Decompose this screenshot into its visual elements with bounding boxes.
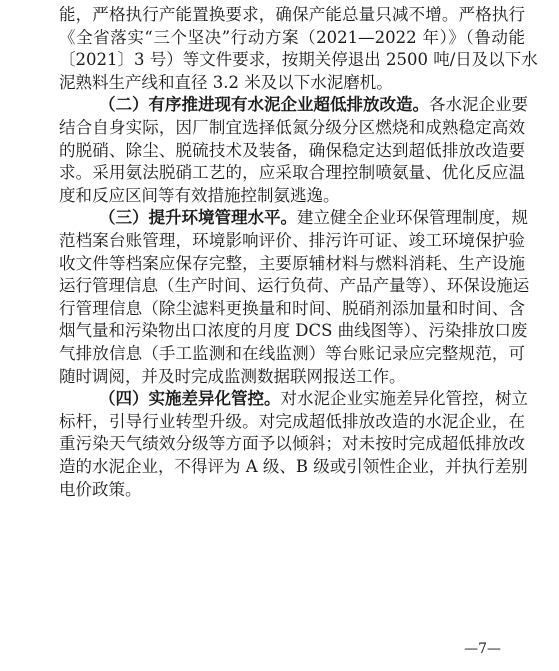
body-text-line: 《全省落实“三个坚决”行动方案（2021—2022 年）》（鲁动能: [59, 27, 525, 47]
body-text-line: 的脱硝、除尘、脱硫技术及装备，确保稳定达到超低排放改造要: [59, 140, 525, 160]
body-text-line: 造的水泥企业，不得评为 A 级、B 级或引领性企业，并执行差别: [59, 457, 528, 476]
section-2-first-line-text: 各水泥企业要: [429, 95, 528, 115]
body-text-line: 求。采用氨法脱硝工艺的，应采取合理控制喷氨量、优化反应温: [59, 163, 525, 183]
body-text-line: 能，严格执行产能置换要求，确保产能总量只减不增。严格执行: [59, 5, 525, 24]
body-text-line: 范档案台账管理，环境影响评价、排污许可证、竣工环境保护验: [59, 231, 525, 250]
section-4-first-line: [99, 388, 528, 411]
body-text-line: 气排放信息（手工监测和在线监测）等台账记录应完整规范，可: [59, 344, 525, 363]
body-text-line: 〔2021〕3 号）等文件要求，按期关停退出 2500 吨/日及以下水: [59, 50, 538, 70]
body-text-line: 电价政策。: [59, 479, 142, 499]
body-text-line: 结合自身实际，因厂制宜选择低氮分级分区燃烧和成熟稳定高效: [59, 118, 525, 137]
section-4-heading: （四）实施差异化管控。: [99, 389, 281, 409]
body-text-line: 度和反应区间等有效措施控制氨逃逸。: [59, 185, 340, 205]
body-text-line: 烟气量和污染物出口浓度的月度 DCS 曲线图等）、污染排放口废: [59, 321, 528, 341]
page-number: —7—: [464, 641, 501, 657]
section-4-first-line-text: 对水泥企业实施差异化管控，树立: [280, 389, 528, 409]
body-text-line: 重污染天气绩效分级等方面予以倾斜；对未按时完成超低排放改: [59, 434, 525, 454]
section-3-heading: （三）提升环境管理水平。: [99, 208, 297, 228]
body-text-line: 收文件等档案应保存完整，主要原辅材料与燃料消耗、生产设施: [59, 253, 525, 273]
body-text-line: 运行管理信息（生产时间、运行负荷、产品产量等）、环保设施运: [59, 276, 530, 296]
body-text-line: 行管理信息（除尘滤料更换量和时间、脱硝剂添加量和时间、含: [59, 298, 525, 318]
body-text-line: 泥熟料生产线和直径 3.2 米及以下水泥磨机。: [59, 72, 393, 92]
section-2-first-line: [99, 94, 528, 117]
section-3-first-line-text: 建立健全企业环保管理制度，规: [297, 208, 528, 228]
body-text-line: 标杆，引导行业转型升级。对完成超低排放改造的水泥企业，在: [59, 411, 525, 431]
body-text-line: 随时调阅，并及时完成监测数据联网报送工作。: [59, 366, 406, 386]
section-3-first-line: [99, 207, 528, 230]
section-2-heading: （二）有序推进现有水泥企业超低排放改造。: [99, 95, 429, 115]
